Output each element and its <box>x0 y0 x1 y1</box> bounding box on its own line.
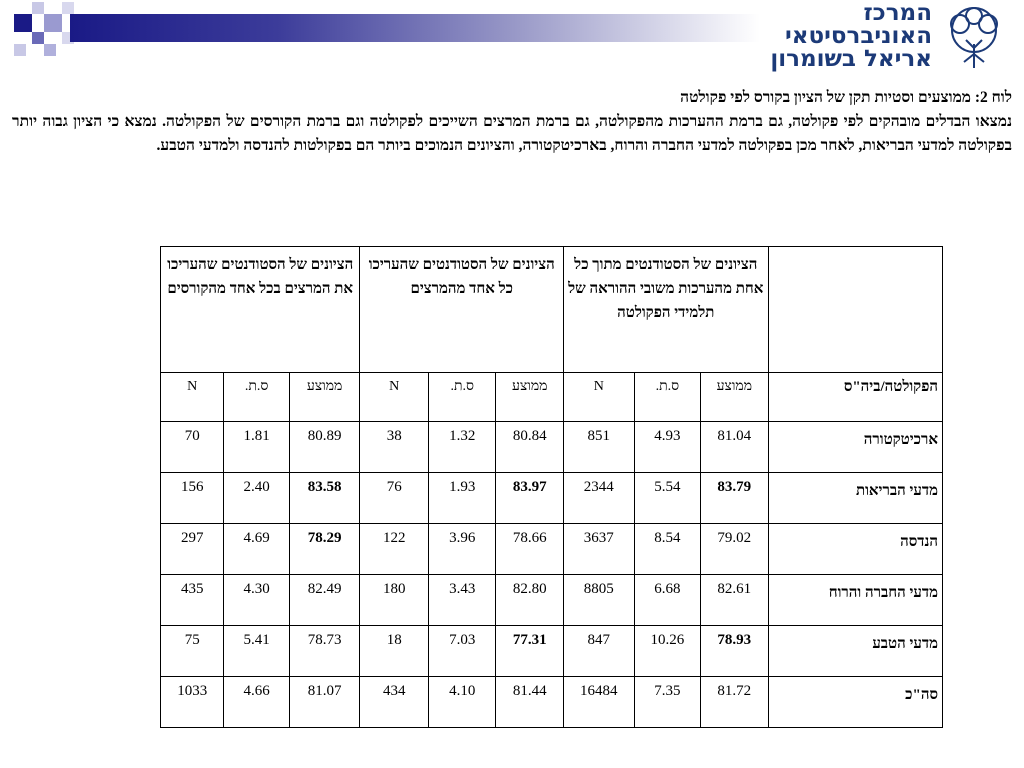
sub-header-n: N <box>161 373 224 422</box>
table-cell: 78.93 <box>701 626 769 677</box>
faculty-name: הנדסה <box>768 524 942 575</box>
table-cell: 851 <box>563 422 634 473</box>
table-row <box>161 473 943 524</box>
table-cell: 1033 <box>161 677 224 728</box>
table-cell: 83.79 <box>701 473 769 524</box>
table-cell: 297 <box>161 524 224 575</box>
table-cell: 16484 <box>563 677 634 728</box>
table-row <box>161 626 943 677</box>
faculty-name: ארכיטקטורה <box>768 422 942 473</box>
table-cell: 7.03 <box>428 626 496 677</box>
table-cell: 78.29 <box>289 524 360 575</box>
table-cell: 3.96 <box>428 524 496 575</box>
table-cell: 77.31 <box>496 626 564 677</box>
table-cell: 82.61 <box>701 575 769 626</box>
table-cell: 8.54 <box>634 524 700 575</box>
faculty-name: מדעי החברה והרוח <box>768 575 942 626</box>
sub-header-mean: ממוצע <box>496 373 564 422</box>
table-cell: 10.26 <box>634 626 700 677</box>
table-cell: 156 <box>161 473 224 524</box>
table-cell: 78.73 <box>289 626 360 677</box>
group-header-courses: הציונים של הסטודנטים שהעריכו את המרצים בכל אחד מהקורסים <box>161 247 360 373</box>
table-cell: 3.43 <box>428 575 496 626</box>
table-row <box>161 422 943 473</box>
table-cell: 7.35 <box>634 677 700 728</box>
table-cell: 81.04 <box>701 422 769 473</box>
table-cell: 76 <box>360 473 429 524</box>
table-cell: 1.93 <box>428 473 496 524</box>
sub-header-row <box>161 373 943 422</box>
faculty-name: סה"כ <box>768 677 942 728</box>
faculty-name: מדעי הבריאות <box>768 473 942 524</box>
table-cell: 82.49 <box>289 575 360 626</box>
table-cell: 75 <box>161 626 224 677</box>
intro-text <box>12 86 1012 158</box>
table-cell: 82.80 <box>496 575 564 626</box>
table-cell: 79.02 <box>701 524 769 575</box>
sub-header-sd: ס.ת. <box>428 373 496 422</box>
table-cell: 1.32 <box>428 422 496 473</box>
table-cell: 435 <box>161 575 224 626</box>
table-cell: 70 <box>161 422 224 473</box>
table-cell: 122 <box>360 524 429 575</box>
table-cell: 847 <box>563 626 634 677</box>
logo-line-3: אריאל בשומרון <box>770 46 932 72</box>
table-row <box>161 575 943 626</box>
table-cell: 2.40 <box>224 473 289 524</box>
table-cell: 2344 <box>563 473 634 524</box>
table-cell: 6.68 <box>634 575 700 626</box>
table-cell: 83.58 <box>289 473 360 524</box>
table-cell: 4.10 <box>428 677 496 728</box>
table-cell: 3637 <box>563 524 634 575</box>
table-cell: 81.07 <box>289 677 360 728</box>
group-header-lecturers: הציונים של הסטודנטים שהעריכו כל אחד מהמרצים <box>360 247 564 373</box>
sub-header-mean: ממוצע <box>289 373 360 422</box>
table-cell: 38 <box>360 422 429 473</box>
row-label-header: הפקולטה/ביה"ס <box>768 373 942 422</box>
sub-header-mean: ממוצע <box>701 373 769 422</box>
table-caption: לוח 2: ממוצעים וסטיות תקן של הציון בקורס לפי פקולטה <box>680 89 1012 106</box>
table-row <box>161 524 943 575</box>
table-cell: 80.84 <box>496 422 564 473</box>
logo-text <box>770 2 932 71</box>
logo-line-2: האוניברסיטאי <box>784 23 932 49</box>
table-body <box>161 422 943 728</box>
table-cell: 5.41 <box>224 626 289 677</box>
group-header-evaluations: הציונים של הסטודנטים מתוך כל אחת מהערכות משובי ההוראה של תלמידי הפקולטה <box>563 247 768 373</box>
empty-corner-cell <box>768 247 942 373</box>
table-cell: 434 <box>360 677 429 728</box>
table-cell: 83.97 <box>496 473 564 524</box>
table-cell: 4.66 <box>224 677 289 728</box>
table-cell: 8805 <box>563 575 634 626</box>
table-row <box>161 677 943 728</box>
logo-line-1: המרכז <box>863 0 932 26</box>
tree-logo-icon <box>934 4 1014 72</box>
faculty-name: מדעי הטבע <box>768 626 942 677</box>
table-cell: 78.66 <box>496 524 564 575</box>
sub-header-sd: ס.ת. <box>634 373 700 422</box>
table-cell: 4.69 <box>224 524 289 575</box>
table-cell: 4.30 <box>224 575 289 626</box>
sub-header-n: N <box>360 373 429 422</box>
group-header-row <box>161 247 943 373</box>
sub-header-n: N <box>563 373 634 422</box>
table-cell: 80.89 <box>289 422 360 473</box>
table-cell: 5.54 <box>634 473 700 524</box>
table-cell: 4.93 <box>634 422 700 473</box>
grades-table <box>160 246 943 728</box>
table-cell: 1.81 <box>224 422 289 473</box>
table-cell: 180 <box>360 575 429 626</box>
sub-header-sd: ס.ת. <box>224 373 289 422</box>
university-logo <box>752 2 1014 74</box>
findings-paragraph: נמצאו הבדלים מובהקים לפי פקולטה, גם ברמת ההערכות מהפקולטה, גם ברמת המרצים השייכים לפקולטה וגם ברמת הקורסים של הפקולטה. נמצא כי הציון גבוה יותר בפקולטה למדעי הבריאות, לאחר מכן בפקולטה למדעי החברה והרוח, בארכיטקטורה, והציונים הנמוכים ביותר הם בפקולטות להנדסה ולמדעי הטבע. <box>12 113 1012 154</box>
header-gradient-band <box>70 14 760 42</box>
table-cell: 18 <box>360 626 429 677</box>
table-cell: 81.72 <box>701 677 769 728</box>
table-cell: 81.44 <box>496 677 564 728</box>
